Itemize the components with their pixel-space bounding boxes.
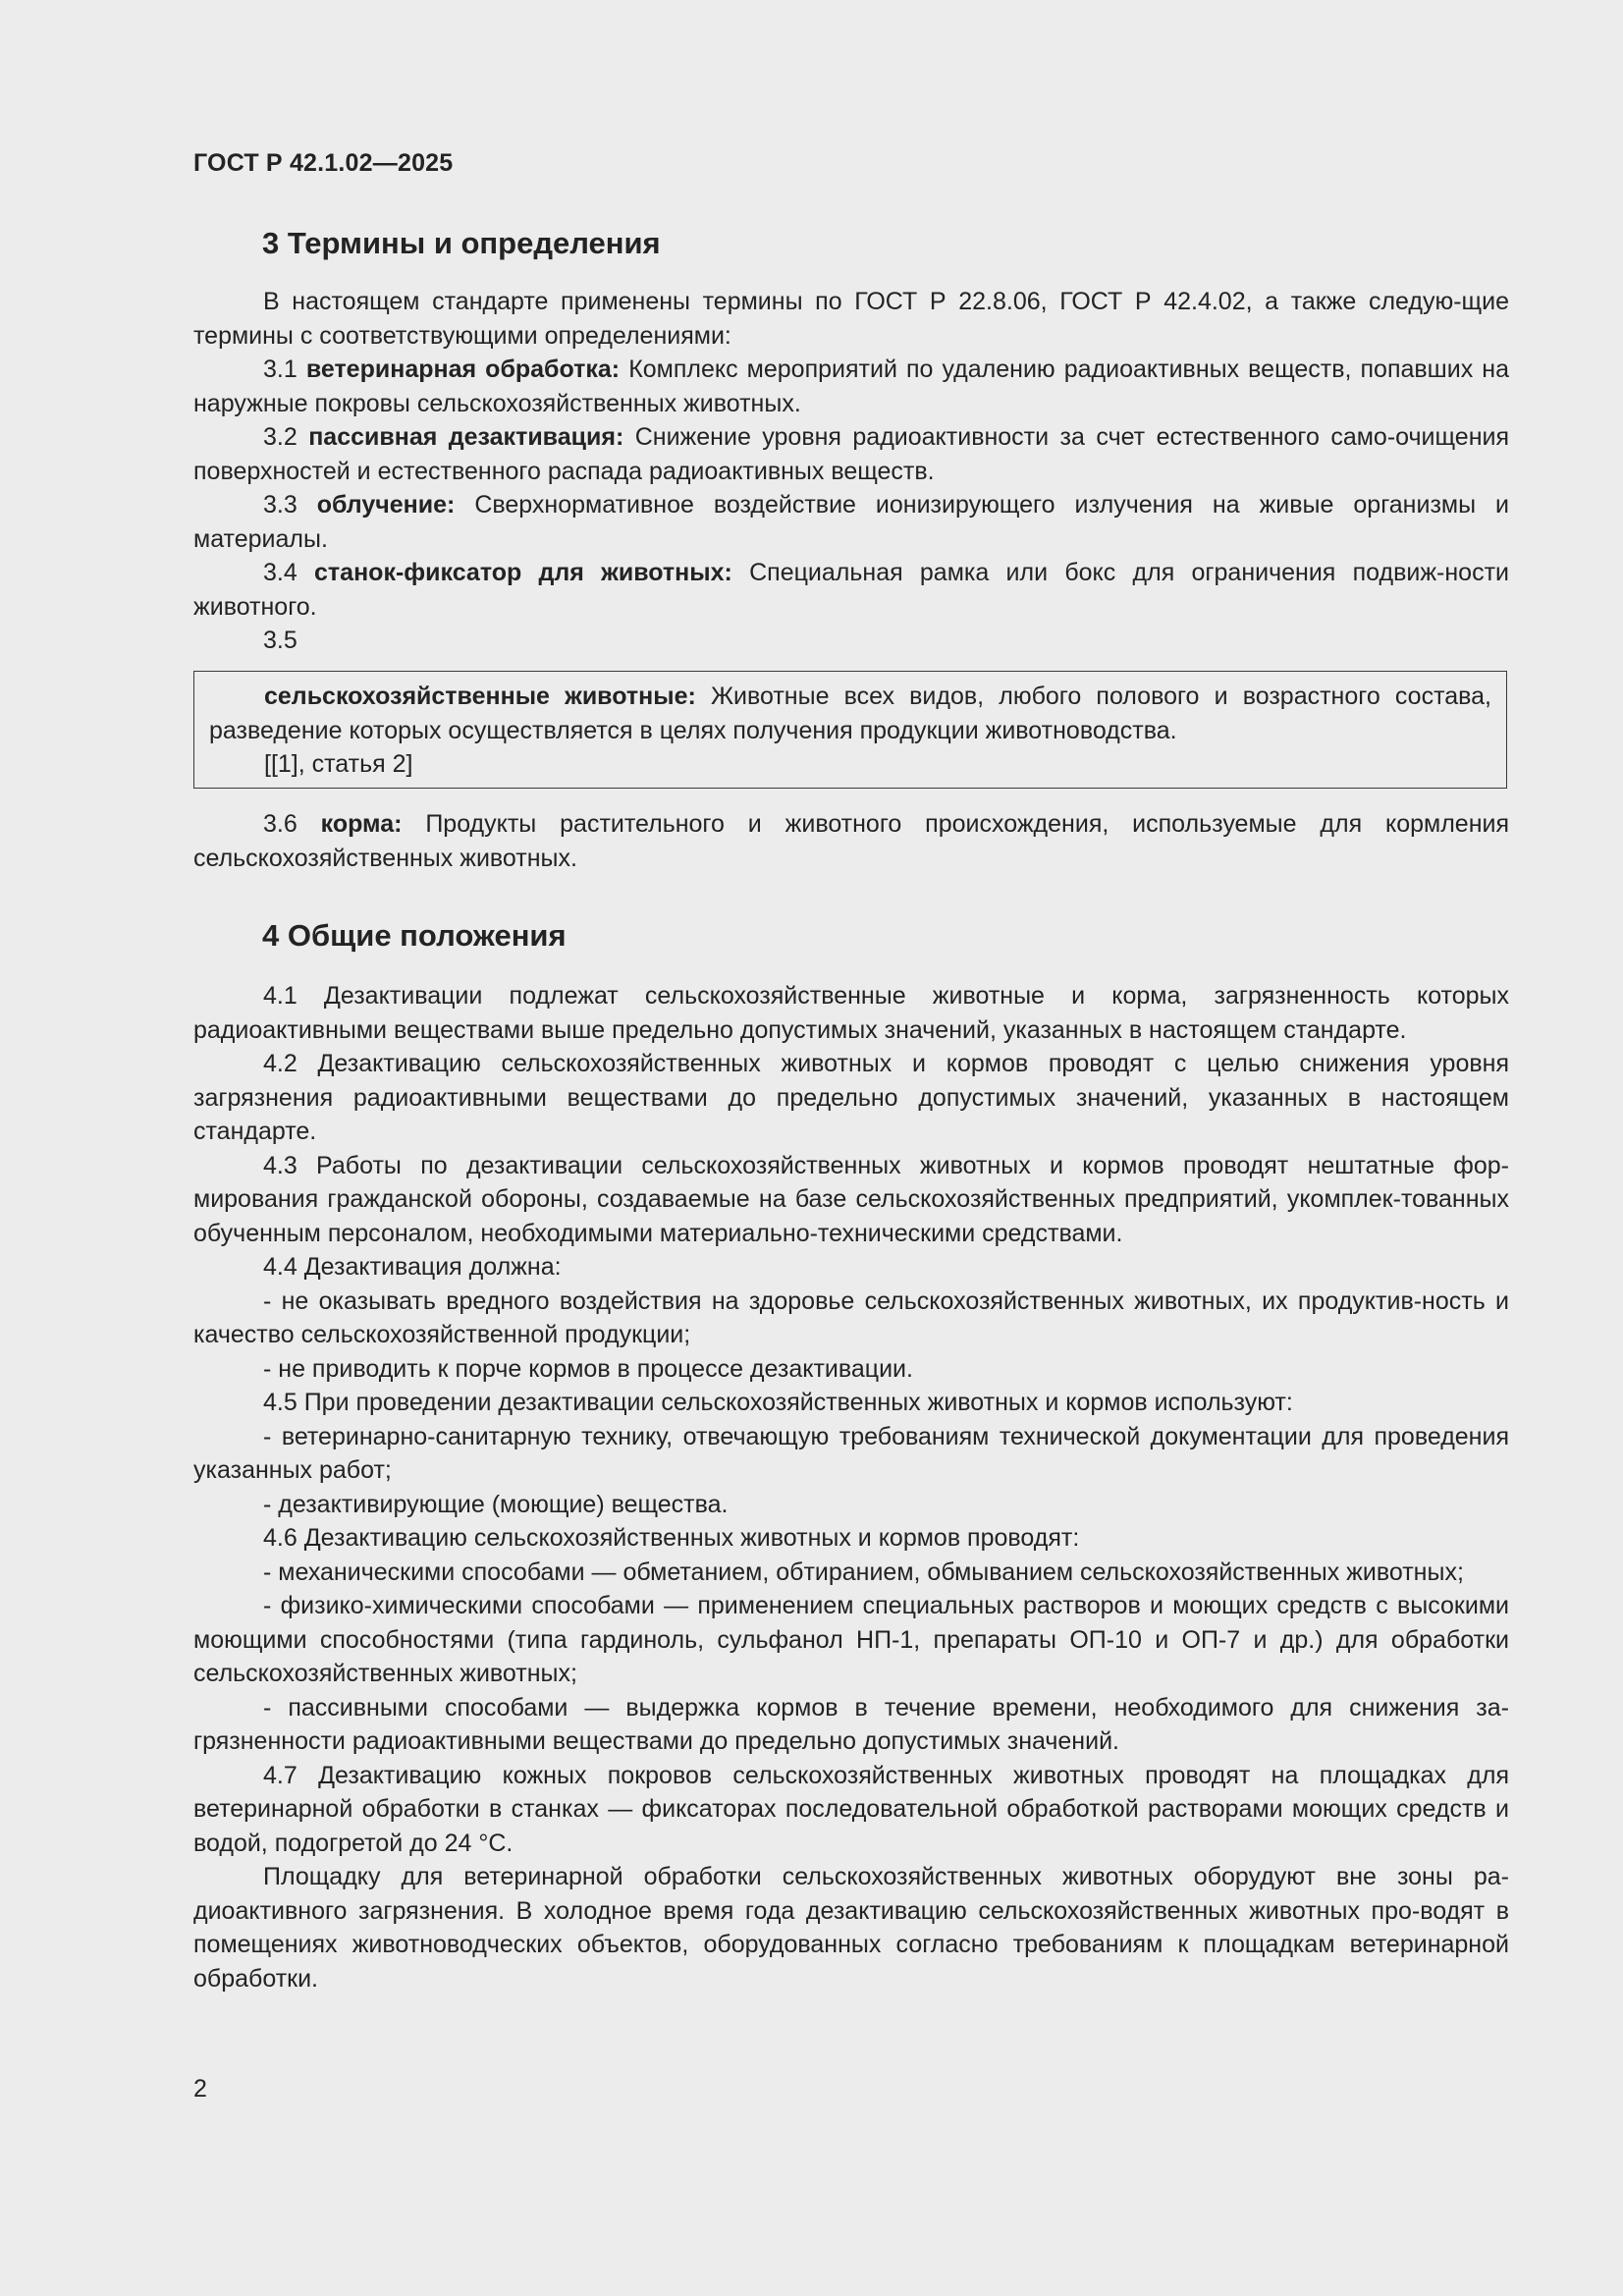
term-source: [[1], статья 2] (264, 750, 413, 778)
term-3-2 (193, 420, 1509, 488)
term-definition: Сверхнормативное воздействие ионизирующего излучения на живые организмы и материалы. (193, 491, 1509, 553)
section-3-title: 3 Термины и определения (262, 226, 661, 260)
paragraph: 4.7 Дезактивацию кожных покровов сельскохозяйственных животных проводят на площадках для ветеринарной обработки в станках — фиксаторах последовательной обработкой растворами моющих средств и водой, подогретой до 24 °С. (193, 1761, 1509, 1857)
section-3-intro: В настоящем стандарте применены термины по ГОСТ Р 22.8.06, ГОСТ Р 42.4.02, а также следую-щие термины с соответствующими определениями: (193, 288, 1509, 350)
term-number: 3.2 (263, 423, 309, 451)
paragraph: 4.4 Дезактивация должна: (263, 1253, 562, 1281)
term-definition: Снижение уровня радиоактивности за счет естественного само-очищения поверхностей и естественного распада радиоактивных веществ. (193, 423, 1509, 485)
term-number: 3.6 (263, 810, 321, 838)
paragraph: 4.3 Работы по дезактивации сельскохозяйственных животных и кормов проводят нештатные фор-мирования гражданской обороны, создаваемые на базе сельскохозяйственных предприятий, укомплек-тованных обученным персоналом, необходимыми материально-техническими средствами. (193, 1151, 1509, 1247)
term-definition: Животные всех видов, любого полового и возрастного состава, разведение которых осуществляется в целях получения продукции животноводства. (209, 683, 1492, 744)
term-name: облучение: (316, 491, 456, 519)
list-item: - физико-химическими способами — применением специальных растворов и моющих средств с высокими моющими способностями (типа гардиноль, сульфанол НП-1, препараты ОП-10 и ОП-7 и др.) для обработки сельскохозяйственных животных; (193, 1592, 1509, 1687)
term-definition: Комплекс мероприятий по удалению радиоактивных веществ, попавших на наружные покровы сельскохозяйственных животных. (193, 355, 1509, 417)
list-item: - механическими способами — обметанием, обтиранием, обмыванием сельскохозяйственных животных; (263, 1558, 1464, 1586)
boxed-term-text (209, 680, 1491, 747)
section-4-body (193, 979, 1509, 1995)
term-name: ветеринарная обработка: (305, 355, 621, 383)
term-name: сельскохозяйственные животные: (264, 683, 696, 710)
list-item: - дезактивирующие (моющие) вещества. (263, 1490, 729, 1518)
paragraph: 4.2 Дезактивацию сельскохозяйственных животных и кормов проводят с целью снижения уровня загрязнения радиоактивными веществами до предельно допустимых значений, указанных в настоящем стандарте. (193, 1050, 1509, 1145)
term-3-3 (193, 488, 1509, 556)
term-name: станок-фиксатор для животных: (314, 559, 732, 586)
term-3-6 (193, 807, 1509, 875)
list-item: - пассивными способами — выдержка кормов в течение времени, необходимого для снижения за-грязненности радиоактивными веществами до предельно допустимых значений. (193, 1693, 1509, 1755)
term-name: корма: (320, 810, 403, 838)
boxed-term-3-5 (193, 671, 1507, 789)
page-number: 2 (193, 2075, 207, 2103)
term-3-1 (193, 353, 1509, 420)
list-item: - не приводить к порче кормов в процессе дезактивации. (263, 1354, 913, 1383)
term-definition: Продукты растительного и животного происхождения, используемые для кормления сельскохозяйственных животных. (193, 810, 1509, 872)
term-3-4 (193, 556, 1509, 624)
term-number: 3.3 (263, 491, 317, 519)
term-number: 3.4 (263, 559, 315, 586)
paragraph: 4.5 При проведении дезактивации сельскохозяйственных животных и кормов используют: (263, 1389, 1293, 1416)
paragraph: Площадку для ветеринарной обработки сельскохозяйственных животных оборудуют вне зоны ра-диоактивного загрязнения. В холодное время года дезактивацию сельскохозяйственных животных про-водят в помещениях животноводческих объектов, оборудованных согласно требованиям к площадкам ветеринарной обработки. (193, 1863, 1509, 1993)
paragraph: 4.6 Дезактивацию сельскохозяйственных животных и кормов проводят: (263, 1524, 1080, 1552)
section-3-body (193, 285, 1509, 658)
paragraph: 4.1 Дезактивации подлежат сельскохозяйственные животные и корма, загрязненность которых радиоактивными веществами выше предельно допустимых значений, указанных в настоящем стандарте. (193, 982, 1509, 1044)
list-item: - не оказывать вредного воздействия на здоровье сельскохозяйственных животных, их продуктив-ность и качество сельскохозяйственной продукции; (193, 1286, 1509, 1348)
section-4-title: 4 Общие положения (262, 918, 567, 953)
term-3-5-number: 3.5 (263, 627, 298, 654)
term-3-6-block (193, 807, 1509, 875)
term-definition: Специальная рамка или бокс для ограничения подвиж-ности животного. (193, 559, 1509, 621)
list-item: - ветеринарно-санитарную технику, отвечающую требованиям технической документации для проведения указанных работ; (193, 1422, 1509, 1484)
term-number: 3.1 (263, 355, 306, 383)
standard-code: ГОСТ Р 42.1.02—2025 (193, 149, 454, 177)
term-name: пассивная дезактивация: (308, 423, 624, 451)
